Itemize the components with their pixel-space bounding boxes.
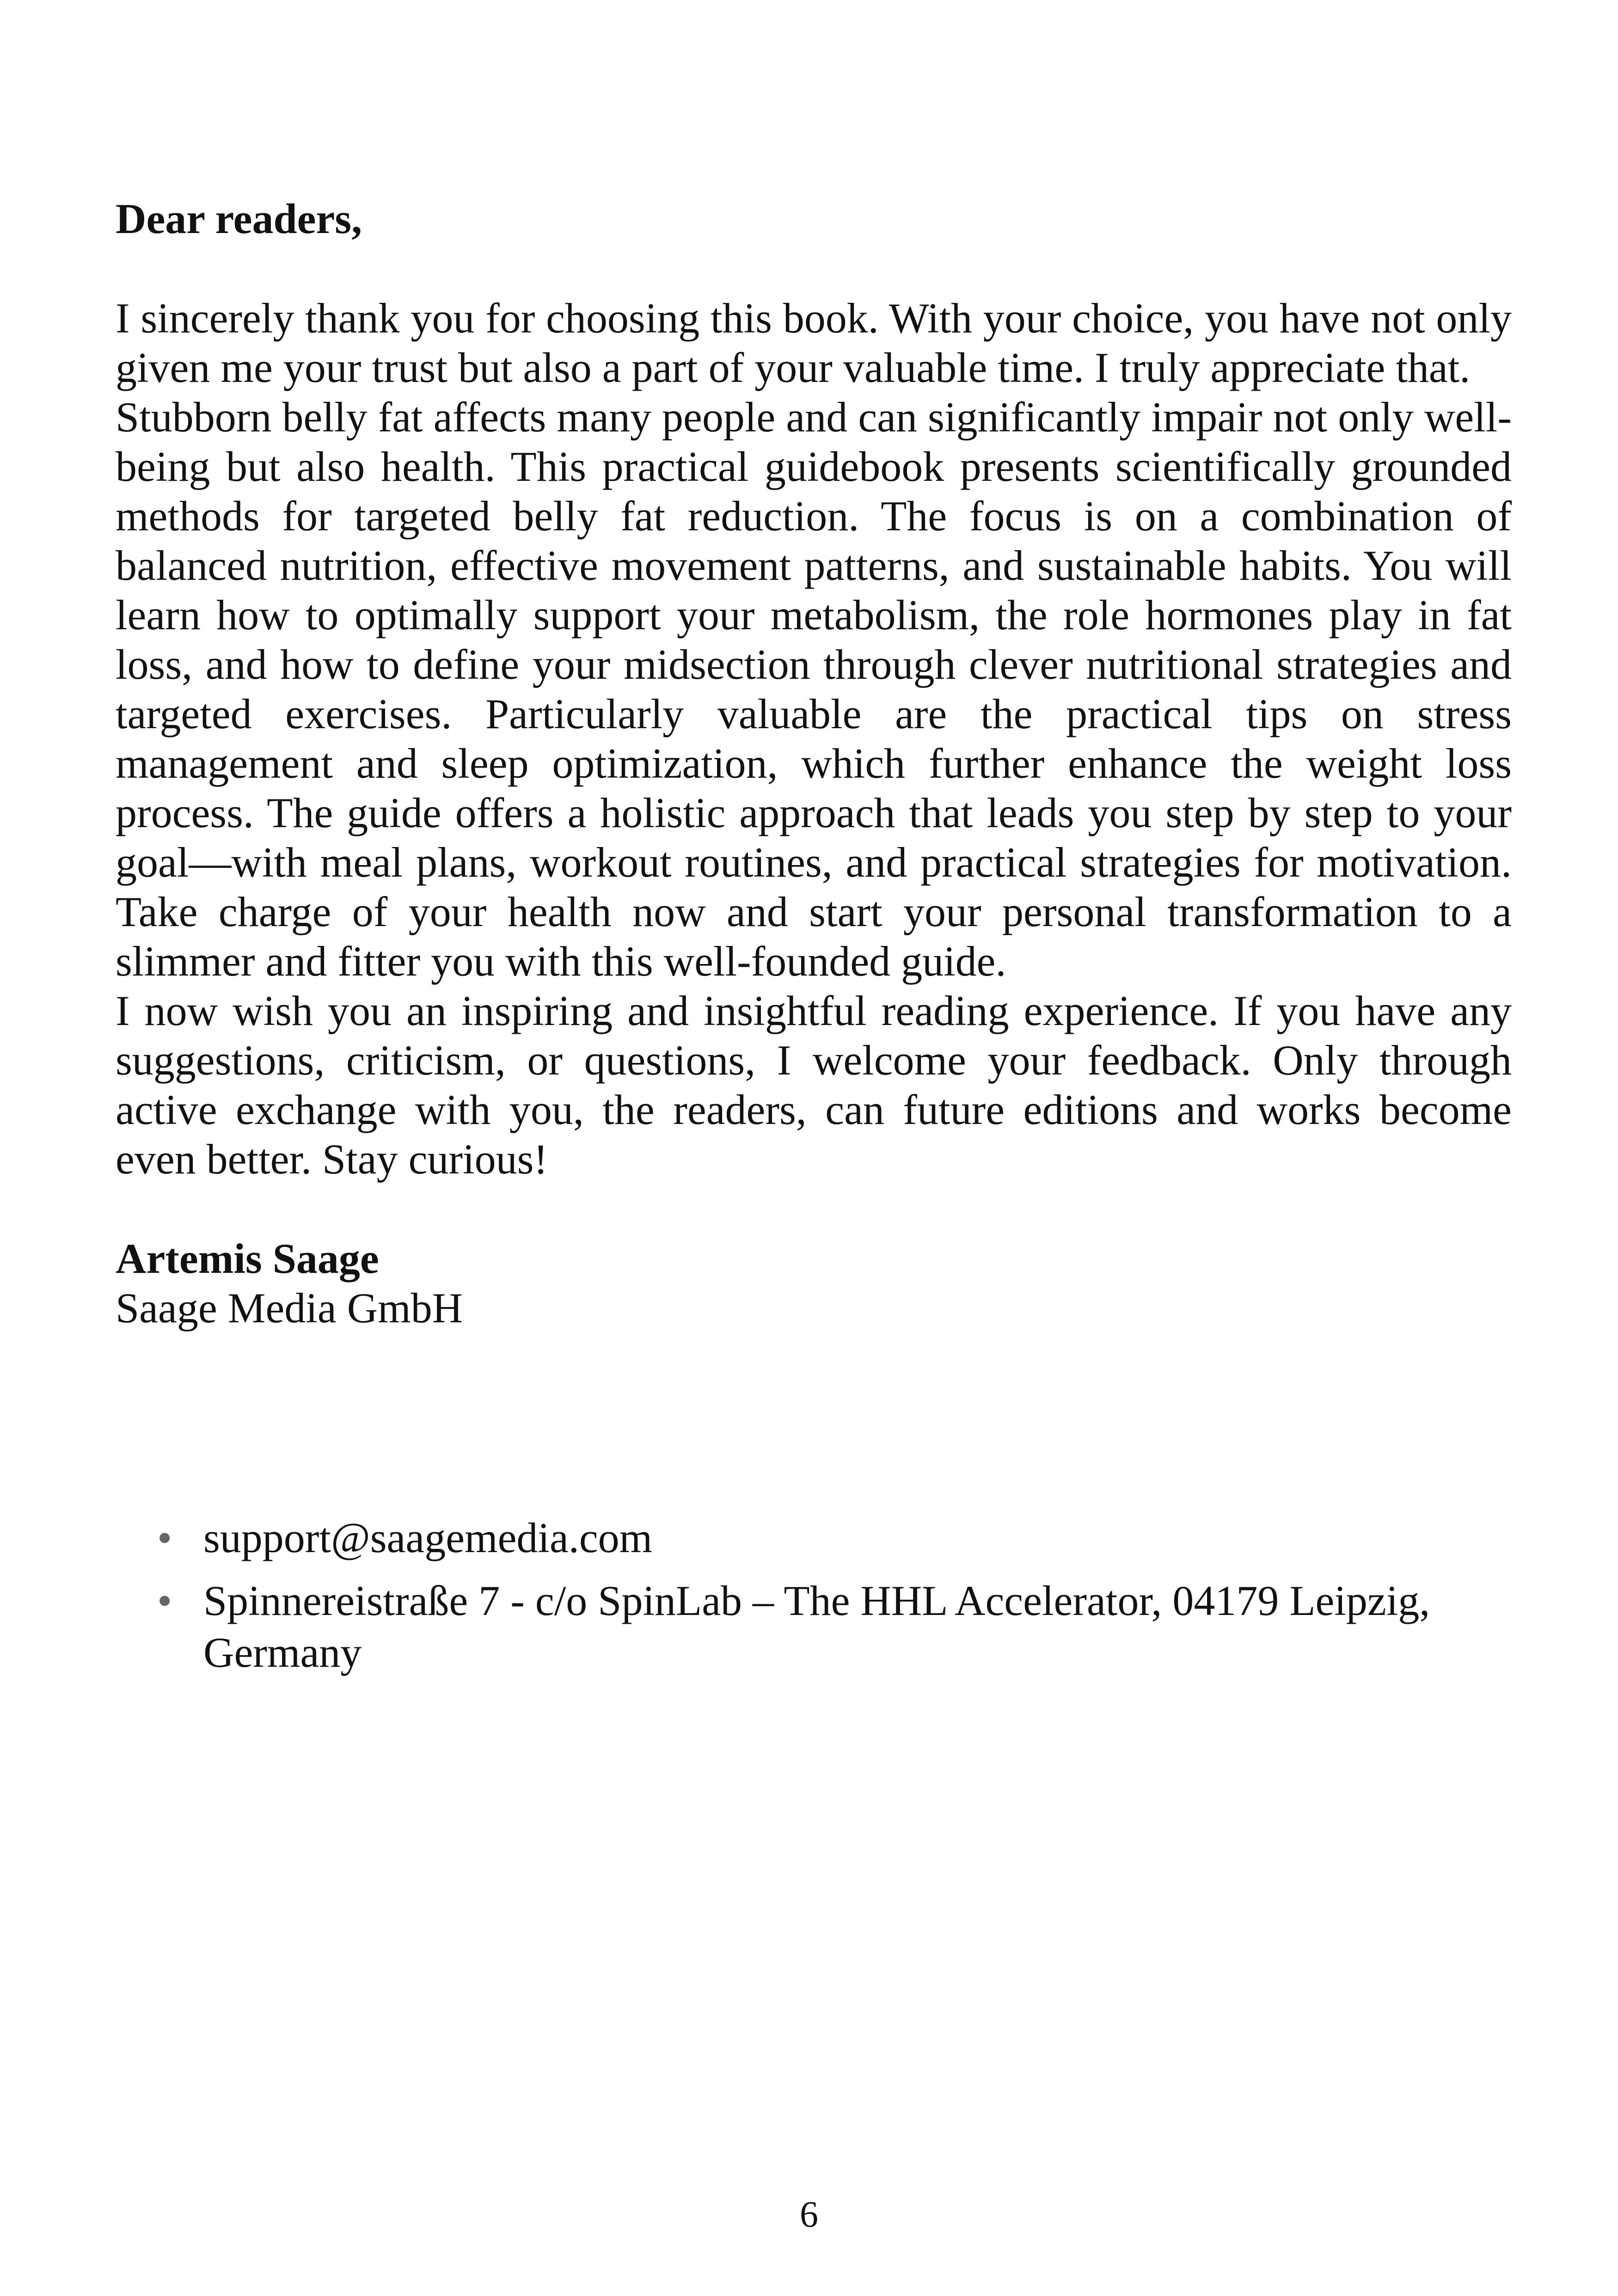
contact-list	[157, 1512, 1498, 1689]
bullet-icon: •	[157, 1514, 172, 1561]
page-number: 6	[800, 2194, 818, 2235]
author-name: Artemis Saage	[116, 1235, 379, 1282]
paragraph-closing: I now wish you an inspiring and insightful reading experience. If you have any suggestions, criticism, or questions, I welcome your feedback. Only through active exchange with you, the readers, can future editions and works become even better. Stay curious!	[116, 987, 1512, 1183]
list-item-address	[157, 1575, 1498, 1678]
email-text: support@saagemedia.com	[203, 1514, 653, 1561]
list-item-email	[157, 1512, 1498, 1564]
address-text: Spinnereistraße 7 - c/o SpinLab – The HHL Accelerator, 04179 Leipzig, Germany	[203, 1577, 1430, 1676]
signature-block	[116, 1234, 1512, 1333]
greeting: Dear readers,	[116, 195, 362, 242]
bullet-icon: •	[157, 1577, 172, 1624]
paragraph-book-description: Stubborn belly fat affects many people and can significantly impair not only well-being but also health. This practical guidebook presents scientifically grounded methods for targeted belly fat reduction. The focus is on a combination of balanced nutrition, effective movement patterns, and sustainable habits. You will learn how to optimally support your metabolism, the role hormones play in fat loss, and how to define your midsection through clever nutritional strategies and targeted exercises. Particularly valuable are the practical tips on stress management and sleep optimization, which further enhance the weight loss process. The guide offers a holistic approach that leads you step by step to your goal—with meal plans, workout routines, and practical strategies for motivation. Take charge of your health now and start your personal transformation to a slimmer and fitter you with this well-founded guide.	[116, 393, 1512, 985]
company-name: Saage Media GmbH	[116, 1284, 463, 1332]
paragraph-thanks: I sincerely thank you for choosing this book. With your choice, you have not only given me your trust but also a part of your valuable time. I truly appreciate that.	[116, 295, 1512, 391]
letter-body	[116, 194, 1512, 1333]
